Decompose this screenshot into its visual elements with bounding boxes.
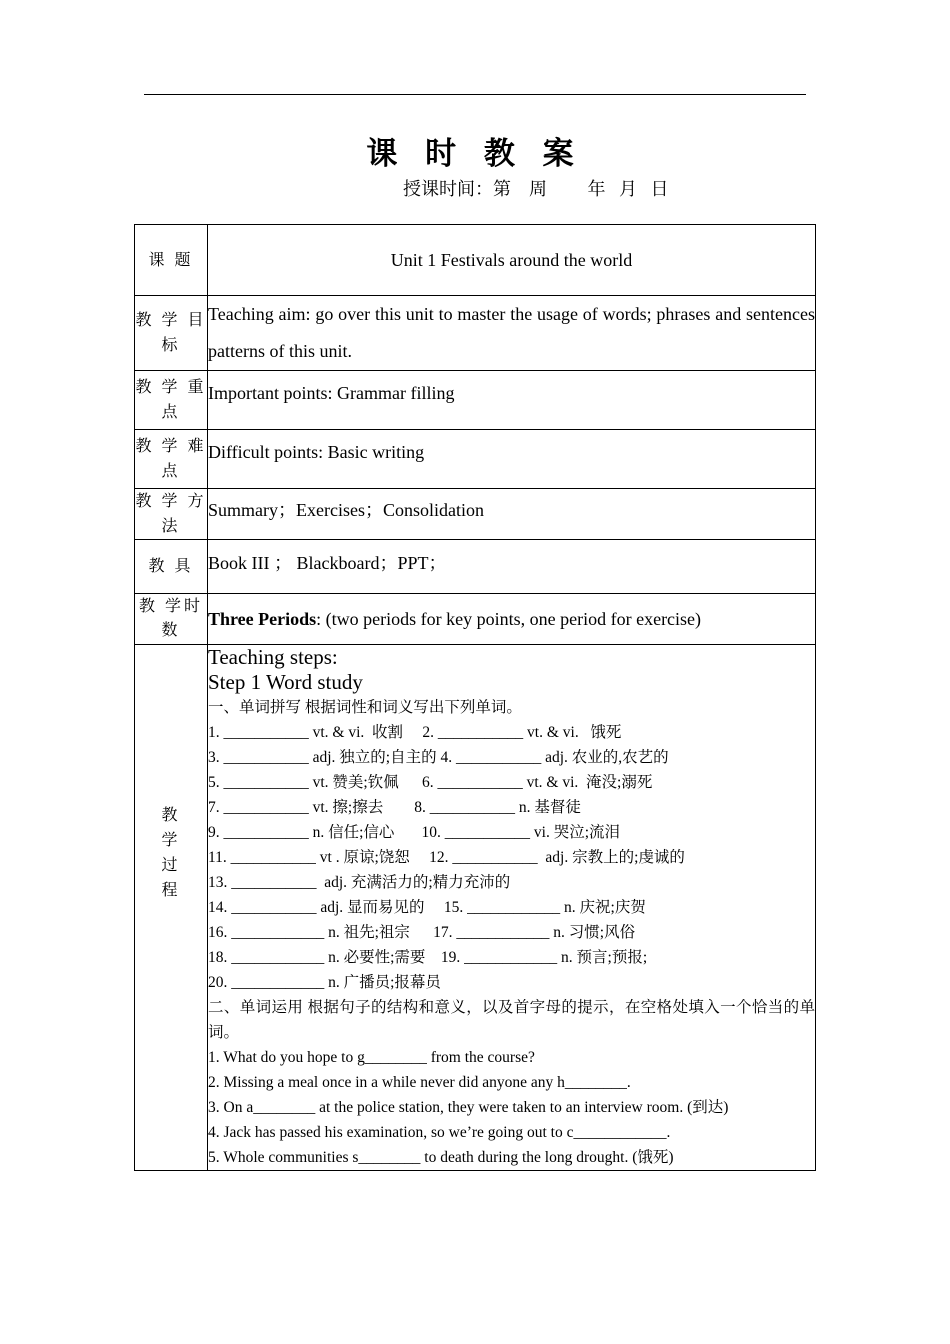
- page-title: 课 时 教 案: [366, 136, 584, 171]
- label-tools: 教 具: [135, 540, 208, 594]
- row-method: [135, 489, 816, 540]
- process-label: [135, 803, 207, 903]
- section2-title: 二、单词运用 根据句子的结构和意义，以及首字母的提示，在空格处填入一个恰当的单词。: [208, 999, 815, 1041]
- row-subject: [135, 225, 816, 296]
- exercise-line: 4. Jack has passed his examination, so we’re going out to c____________.: [208, 1124, 671, 1141]
- hours-detail: : (two periods for key points, one period for exercise): [316, 608, 702, 629]
- section1-title: 一、单词拼写 根据词性和词义写出下列单词。: [208, 699, 522, 716]
- hours-value: [208, 594, 816, 645]
- label-key-points: 教 学 重 点: [135, 371, 208, 430]
- header-rule: [144, 94, 806, 95]
- exercise-line: 18. ____________ n. 必要性;需要 19. ____________ n. 预言;预报;: [208, 949, 648, 966]
- process-label-char: 过: [161, 856, 181, 874]
- process-content: [208, 645, 816, 1171]
- exercise-line: 13. ___________ adj. 充满活力的;精力充沛的: [208, 874, 511, 891]
- teaching-steps-heading: Teaching steps:: [208, 645, 338, 669]
- difficult-points-value: Difficult points: Basic writing: [208, 430, 816, 489]
- exercise-line: 2. Missing a meal once in a while never did anyone any h________.: [208, 1074, 631, 1091]
- label-method: 教 学 方 法: [135, 489, 208, 540]
- row-process: [135, 645, 816, 1171]
- row-hours: [135, 594, 816, 645]
- section2-list: [208, 1045, 815, 1170]
- label-hours: 教 学时 数: [135, 594, 208, 645]
- exercise-line: 11. ___________ vt . 原谅;饶恕 12. ___________ adj. 宗教上的;虔诚的: [208, 849, 685, 866]
- exercise-line: 9. ___________ n. 信任;信心 10. ___________ vi. 哭泣;流泪: [208, 824, 621, 841]
- step-heading: Step 1 Word study: [208, 670, 363, 694]
- label-subject: 课 题: [135, 225, 208, 296]
- hours-periods: Three Periods: [208, 608, 317, 629]
- class-date-line: 授课时间：第 周 年 月 日: [403, 179, 669, 199]
- exercise-line: 3. ___________ adj. 独立的;自主的 4. ___________ adj. 农业的,农艺的: [208, 749, 669, 766]
- row-tools: [135, 540, 816, 594]
- process-label-char: 教: [161, 806, 181, 824]
- exercise-line: 5. ___________ vt. 赞美;钦佩 6. ___________ vt. & vi. 淹没;溺死: [208, 774, 653, 791]
- subject-value: Unit 1 Festivals around the world: [208, 225, 816, 296]
- row-difficult-points: [135, 430, 816, 489]
- label-aim: 教 学 目 标: [135, 296, 208, 371]
- aim-value: Teaching aim: go over this unit to master the usage of words; phrases and sentences patterns of this unit.: [208, 296, 816, 371]
- tools-value: Book III ； Blackboard；PPT；: [208, 540, 816, 594]
- lesson-plan-table: [134, 224, 816, 1171]
- row-aim: [135, 296, 816, 371]
- exercise-line: 1. ___________ vt. & vi. 收割 2. ___________ vt. & vi. 饿死: [208, 724, 622, 741]
- key-points-value: Important points: Grammar filling: [208, 371, 816, 430]
- process-label-char: 程: [161, 881, 181, 899]
- row-key-points: [135, 371, 816, 430]
- exercise-line: 16. ____________ n. 祖先;祖宗 17. ____________ n. 习惯;风俗: [208, 924, 636, 941]
- exercise-line: 20. ____________ n. 广播员;报幕员: [208, 974, 441, 991]
- label-process: [135, 645, 208, 1171]
- exercise-line: 1. What do you hope to g________ from the course?: [208, 1049, 535, 1066]
- method-value: Summary；Exercises；Consolidation: [208, 489, 816, 540]
- exercise-line: 7. ___________ vt. 擦;擦去 8. ___________ n. 基督徒: [208, 799, 581, 816]
- exercise-line: 14. ___________ adj. 显而易见的 15. ____________ n. 庆祝;庆贺: [208, 899, 646, 916]
- label-difficult-points: 教 学 难 点: [135, 430, 208, 489]
- section1-list: [208, 720, 815, 995]
- exercise-line: 3. On a________ at the police station, they were taken to an interview room. (到达): [208, 1099, 729, 1116]
- process-label-char: 学: [161, 831, 181, 849]
- exercise-line: 5. Whole communities s________ to death during the long drought. (饿死): [208, 1149, 674, 1166]
